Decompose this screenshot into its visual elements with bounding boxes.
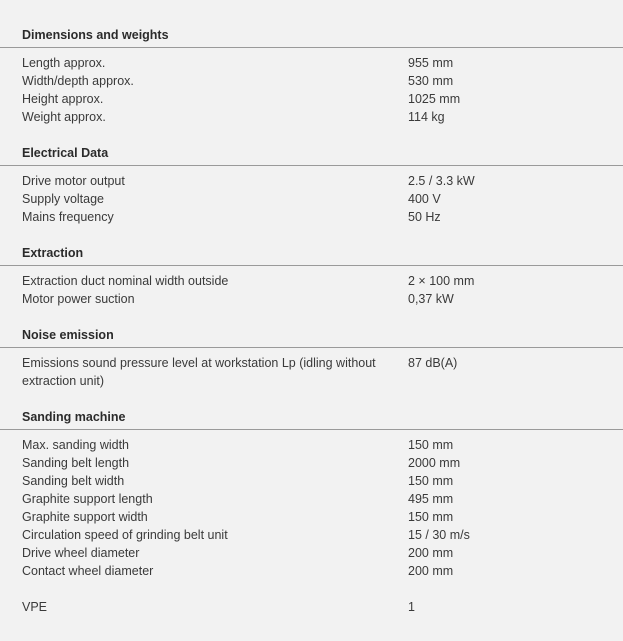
- spec-value: 150 mm: [408, 438, 454, 452]
- spec-label: Sanding belt length: [22, 456, 130, 470]
- vpe-row: [22, 598, 623, 616]
- spec-label: Drive wheel diameter: [22, 546, 140, 560]
- spec-row: [22, 172, 623, 190]
- spec-value: 530 mm: [408, 74, 454, 88]
- section-divider: [0, 165, 623, 166]
- spec-label: Extraction duct nominal width outside: [22, 274, 229, 288]
- spec-value: 150 mm: [408, 474, 454, 488]
- spec-row: [22, 354, 623, 390]
- spec-row: [22, 526, 623, 544]
- spec-value: 2000 mm: [408, 456, 461, 470]
- spec-value: 200 mm: [408, 546, 454, 560]
- spec-row: [22, 290, 623, 308]
- spec-row: [22, 562, 623, 580]
- spec-row: [22, 108, 623, 126]
- section-title: Dimensions and weights: [22, 28, 169, 42]
- spec-label: Drive motor output: [22, 174, 125, 188]
- section-extraction: [22, 244, 623, 326]
- spec-label: Emissions sound pressure level at workstation Lp (idling without extraction unit): [22, 356, 376, 388]
- spec-row: [22, 490, 623, 508]
- spec-value: 87 dB(A): [408, 356, 458, 370]
- spec-row: [22, 208, 623, 226]
- spec-value: 2 × 100 mm: [408, 274, 475, 288]
- section-title: Sanding machine: [22, 410, 126, 424]
- spec-label: Max. sanding width: [22, 438, 130, 452]
- spec-value: 50 Hz: [408, 210, 441, 224]
- spec-value: 400 V: [408, 192, 441, 206]
- spec-label: Weight approx.: [22, 110, 106, 124]
- spec-value: 1025 mm: [408, 92, 461, 106]
- spec-label: Contact wheel diameter: [22, 564, 154, 578]
- spec-row: [22, 508, 623, 526]
- section-electrical-data: [22, 144, 623, 244]
- spec-value: 114 kg: [408, 110, 445, 124]
- section-divider: [0, 429, 623, 430]
- spec-value: 2.5 / 3.3 kW: [408, 174, 475, 188]
- spec-label: Circulation speed of grinding belt unit: [22, 528, 228, 542]
- spec-row: [22, 72, 623, 90]
- section-title: Extraction: [22, 246, 84, 260]
- spec-label: Mains frequency: [22, 210, 114, 224]
- spec-row: [22, 472, 623, 490]
- section-title: Electrical Data: [22, 146, 109, 160]
- spec-label: Motor power suction: [22, 292, 135, 306]
- spec-value: 15 / 30 m/s: [408, 528, 470, 542]
- spec-label: Sanding belt width: [22, 474, 125, 488]
- section-sanding-machine: [22, 408, 623, 580]
- section-divider: [0, 347, 623, 348]
- spec-label: Width/depth approx.: [22, 74, 134, 88]
- section-noise-emission: [22, 326, 623, 408]
- spec-label: Length approx.: [22, 56, 106, 70]
- spec-label: Graphite support width: [22, 510, 148, 524]
- spec-row: [22, 436, 623, 454]
- section-divider: [0, 47, 623, 48]
- spec-label: Supply voltage: [22, 192, 105, 206]
- spec-value: 0,37 kW: [408, 292, 454, 306]
- spec-value: 495 mm: [408, 492, 454, 506]
- section-divider: [0, 265, 623, 266]
- section-title: Noise emission: [22, 328, 114, 342]
- spec-row: [22, 454, 623, 472]
- spec-value: 955 mm: [408, 56, 454, 70]
- spec-value: 200 mm: [408, 564, 454, 578]
- vpe-label: VPE: [22, 600, 48, 614]
- spec-row: [22, 272, 623, 290]
- spec-row: [22, 90, 623, 108]
- spec-value: 150 mm: [408, 510, 454, 524]
- spec-row: [22, 54, 623, 72]
- vpe-value: 1: [408, 600, 415, 614]
- spec-row: [22, 190, 623, 208]
- spec-label: Height approx.: [22, 92, 104, 106]
- spec-row: [22, 544, 623, 562]
- spec-label: Graphite support length: [22, 492, 153, 506]
- section-dimensions-and-weights: [22, 26, 623, 144]
